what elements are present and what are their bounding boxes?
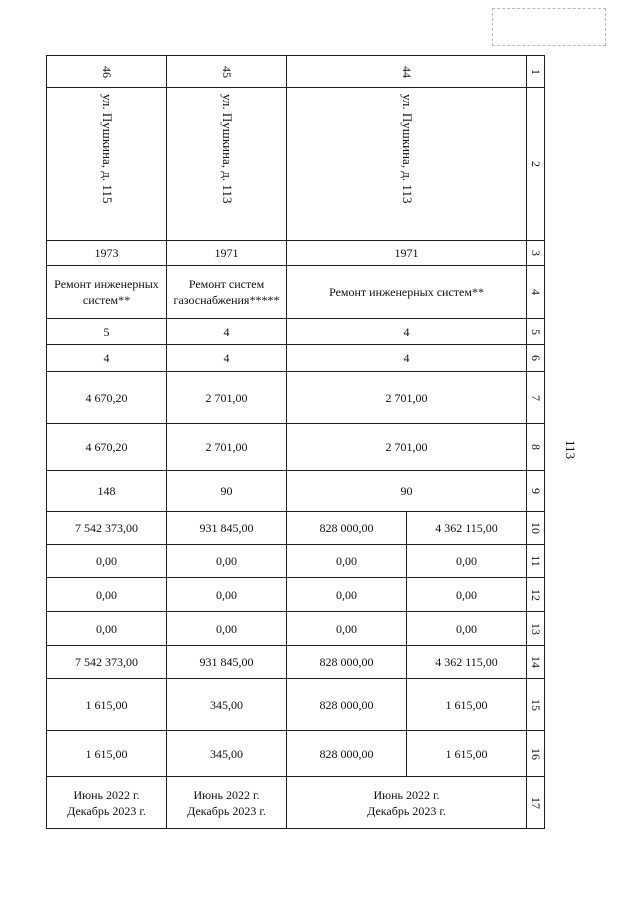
area-living: 4 670,20 <box>47 424 167 471</box>
year: 1973 <box>47 241 167 266</box>
row-number: 16 <box>528 747 543 760</box>
row-number: 11 <box>528 555 543 567</box>
value-cell: 0,00 <box>407 612 527 646</box>
value-cell: 0,00 <box>287 545 407 578</box>
value-cell: 1 615,00 <box>407 731 527 777</box>
building-no: 46 <box>99 65 114 78</box>
row-number: 12 <box>528 588 543 601</box>
value-cell: 0,00 <box>47 612 167 646</box>
term <box>47 777 167 829</box>
value-cell: 0,00 <box>287 578 407 612</box>
entrances: 4 <box>47 345 167 372</box>
value-cell: 1 615,00 <box>47 731 167 777</box>
row-number: 6 <box>528 355 543 361</box>
value-cell: 931 845,00 <box>167 646 287 679</box>
address: ул. Пушкина, д. 115 <box>99 94 115 204</box>
value-cell: 1 615,00 <box>47 679 167 731</box>
value-cell: 1 615,00 <box>407 679 527 731</box>
area-total: 2 701,00 <box>167 372 287 424</box>
entrances: 4 <box>287 345 527 372</box>
value-cell: 0,00 <box>47 545 167 578</box>
cost-total: 7 542 373,00 <box>47 512 167 545</box>
year: 1971 <box>167 241 287 266</box>
table-row <box>47 679 545 731</box>
area-living: 2 701,00 <box>167 424 287 471</box>
table-row <box>47 646 545 679</box>
table-row <box>47 545 545 578</box>
row-number: 17 <box>528 796 543 809</box>
value-cell: 828 000,00 <box>287 731 407 777</box>
term <box>167 777 287 829</box>
value-cell: 4 362 115,00 <box>407 646 527 679</box>
table-row <box>47 731 545 777</box>
value-cell: 0,00 <box>287 612 407 646</box>
area-total: 2 701,00 <box>287 372 527 424</box>
row-number: 8 <box>528 444 543 450</box>
repair-program-table <box>46 55 545 829</box>
value-cell: 0,00 <box>47 578 167 612</box>
table-row <box>47 56 545 88</box>
value-cell: 0,00 <box>407 578 527 612</box>
value-cell: 0,00 <box>167 578 287 612</box>
floors: 4 <box>167 319 287 345</box>
term-start: Июнь 2022 г. <box>73 787 140 802</box>
term <box>287 777 527 829</box>
floors: 5 <box>47 319 167 345</box>
table-row <box>47 512 545 545</box>
row-number: 5 <box>528 328 543 335</box>
table-row <box>47 424 545 471</box>
term-end: Декабрь 2023 г. <box>367 803 446 818</box>
table-row <box>47 345 545 372</box>
area-total: 4 670,20 <box>47 372 167 424</box>
value-cell: 0,00 <box>407 545 527 578</box>
table-row <box>47 777 545 829</box>
address: ул. Пушкина, д. 113 <box>219 94 235 204</box>
table-row <box>47 319 545 345</box>
value-cell: 0,00 <box>167 612 287 646</box>
table-row <box>47 471 545 512</box>
residents: 90 <box>287 471 527 512</box>
row-number: 9 <box>528 488 543 494</box>
address: ул. Пушкина, д. 113 <box>399 94 415 204</box>
row-number: 4 <box>528 289 543 295</box>
area-living: 2 701,00 <box>287 424 527 471</box>
work-type: Ремонт инженерных систем** <box>287 266 527 319</box>
row-number: 2 <box>528 161 543 167</box>
term-start: Июнь 2022 г. <box>373 787 440 802</box>
floors: 4 <box>287 319 527 345</box>
row-number: 15 <box>528 698 543 711</box>
row-number: 10 <box>528 522 543 534</box>
work-type: Ремонт систем газоснабжения***** <box>167 266 287 319</box>
table-row <box>47 372 545 424</box>
term-end: Декабрь 2023 г. <box>187 803 266 818</box>
row-number: 14 <box>528 656 543 668</box>
residents: 148 <box>47 471 167 512</box>
row-number: 7 <box>528 394 543 401</box>
row-number: 13 <box>528 622 543 635</box>
term-start: Июнь 2022 г. <box>193 787 260 802</box>
registration-stamp <box>492 8 606 46</box>
value-cell: 828 000,00 <box>287 679 407 731</box>
table-row <box>47 612 545 646</box>
cost-total: 828 000,00 <box>287 512 407 545</box>
value-cell: 828 000,00 <box>287 646 407 679</box>
page-number: 113 <box>563 440 578 460</box>
building-no: 45 <box>219 65 234 78</box>
row-number: 3 <box>528 250 543 256</box>
value-cell: 345,00 <box>167 679 287 731</box>
value-cell: 0,00 <box>167 545 287 578</box>
work-type: Ремонт инженерных систем** <box>47 266 167 319</box>
value-cell: 345,00 <box>167 731 287 777</box>
building-no: 44 <box>399 65 414 78</box>
entrances: 4 <box>167 345 287 372</box>
cost-total: 931 845,00 <box>167 512 287 545</box>
residents: 90 <box>167 471 287 512</box>
table-row <box>47 88 545 241</box>
table-row <box>47 578 545 612</box>
value-cell: 7 542 373,00 <box>47 646 167 679</box>
year: 1971 <box>287 241 527 266</box>
table-row <box>47 266 545 319</box>
table-row <box>47 241 545 266</box>
cost-total: 4 362 115,00 <box>407 512 527 545</box>
row-number: 1 <box>528 68 543 75</box>
term-end: Декабрь 2023 г. <box>67 803 146 818</box>
